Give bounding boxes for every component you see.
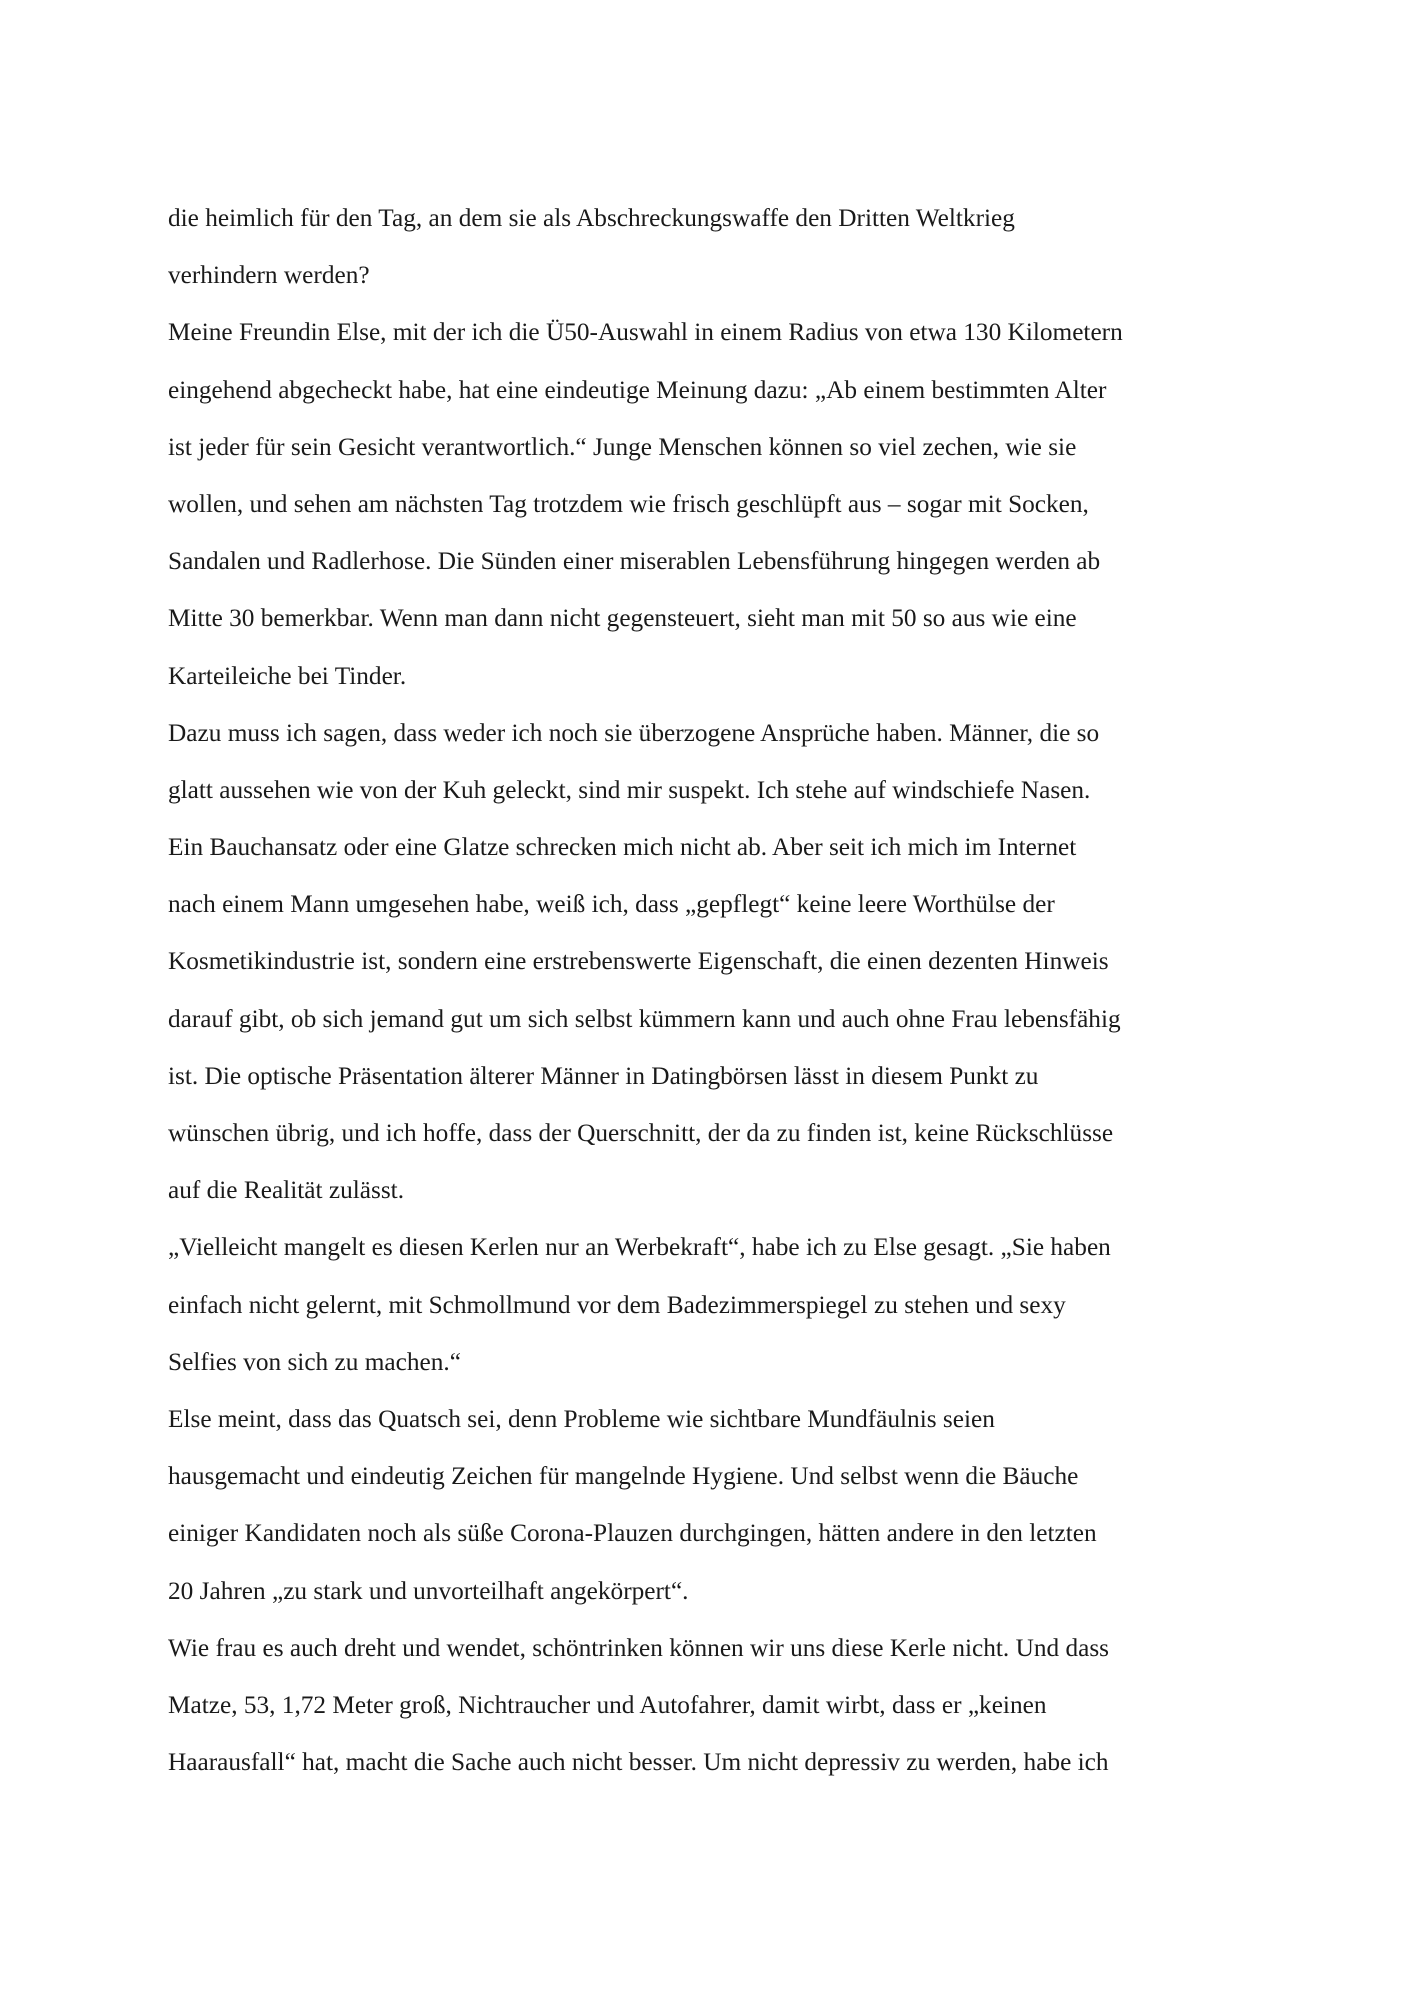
text-line: „Vielleicht mangelt es diesen Kerlen nur an Werbekraft“, habe ich zu Else gesagt. „Sie haben <box>168 1233 1111 1262</box>
text-line: glatt aussehen wie von der Kuh geleckt, sind mir suspekt. Ich stehe auf windschiefe Nasen. <box>168 775 1091 804</box>
text-line: auf die Realität zulässt. <box>168 1176 405 1205</box>
text-line: hausgemacht und eindeutig Zeichen für mangelnde Hygiene. Und selbst wenn die Bäuche <box>168 1462 1079 1491</box>
text-line: darauf gibt, ob sich jemand gut um sich selbst kümmern kann und auch ohne Frau lebensfähig <box>168 1004 1121 1033</box>
text-line: ist. Die optische Präsentation älterer Männer in Datingbörsen lässt in diesem Punkt zu <box>168 1061 1039 1090</box>
text-line: die heimlich für den Tag, an dem sie als Abschreckungswaffe den Dritten Weltkrieg <box>168 204 1015 232</box>
text-line: einfach nicht gelernt, mit Schmollmund vor dem Badezimmerspiegel zu stehen und sexy <box>168 1290 1066 1319</box>
text-line: einiger Kandidaten noch als süße Corona-Plauzen durchgingen, hätten andere in den letzten <box>168 1519 1097 1548</box>
text-line: Kosmetikindustrie ist, sondern eine erstrebenswerte Eigenschaft, die einen dezenten Hinweis <box>168 947 1109 976</box>
text-line: Dazu muss ich sagen, dass weder ich noch sie überzogene Ansprüche haben. Männer, die so <box>168 718 1100 747</box>
text-line: Meine Freundin Else, mit der ich die Ü50-Auswahl in einem Radius von etwa 130 Kilometern <box>168 318 1123 347</box>
text-line: wollen, und sehen am nächsten Tag trotzdem wie frisch geschlüpft aus – sogar mit Socken, <box>168 489 1089 518</box>
body-text <box>168 190 1268 1791</box>
text-line: eingehend abgecheckt habe, hat eine eindeutige Meinung dazu: „Ab einem bestimmten Alter <box>168 375 1107 404</box>
text-line: Matze, 53, 1,72 Meter groß, Nichtraucher und Autofahrer, damit wirbt, dass er „keinen <box>168 1690 1047 1719</box>
text-line: verhindern werden? <box>168 261 370 290</box>
text-line: ist jeder für sein Gesicht verantwortlich.“ Junge Menschen können so viel zechen, wie sie <box>168 432 1077 461</box>
text-line: Ein Bauchansatz oder eine Glatze schrecken mich nicht ab. Aber seit ich mich im Internet <box>168 833 1077 862</box>
text-line: 20 Jahren „zu stark und unvorteilhaft angekörpert“. <box>168 1576 689 1605</box>
text-line: Haarausfall“ hat, macht die Sache auch nicht besser. Um nicht depressiv zu werden, habe ich <box>168 1748 1109 1777</box>
text-line: Selfies von sich zu machen.“ <box>168 1347 461 1376</box>
text-line: nach einem Mann umgesehen habe, weiß ich, dass „gepflegt“ keine leere Worthülse der <box>168 890 1055 919</box>
text-line: Mitte 30 bemerkbar. Wenn man dann nicht gegensteuert, sieht man mit 50 so aus wie eine <box>168 604 1077 633</box>
text-line: Sandalen und Radlerhose. Die Sünden einer miserablen Lebensführung hingegen werden ab <box>168 547 1101 576</box>
text-line: Else meint, dass das Quatsch sei, denn Probleme wie sichtbare Mundfäulnis seien <box>168 1404 995 1433</box>
text-line: wünschen übrig, und ich hoffe, dass der Querschnitt, der da zu finden ist, keine Rückschlüsse <box>168 1119 1114 1147</box>
text-line: Wie frau es auch dreht und wendet, schöntrinken können wir uns diese Kerle nicht. Und dass <box>168 1633 1110 1662</box>
text-line: Karteileiche bei Tinder. <box>168 661 407 690</box>
